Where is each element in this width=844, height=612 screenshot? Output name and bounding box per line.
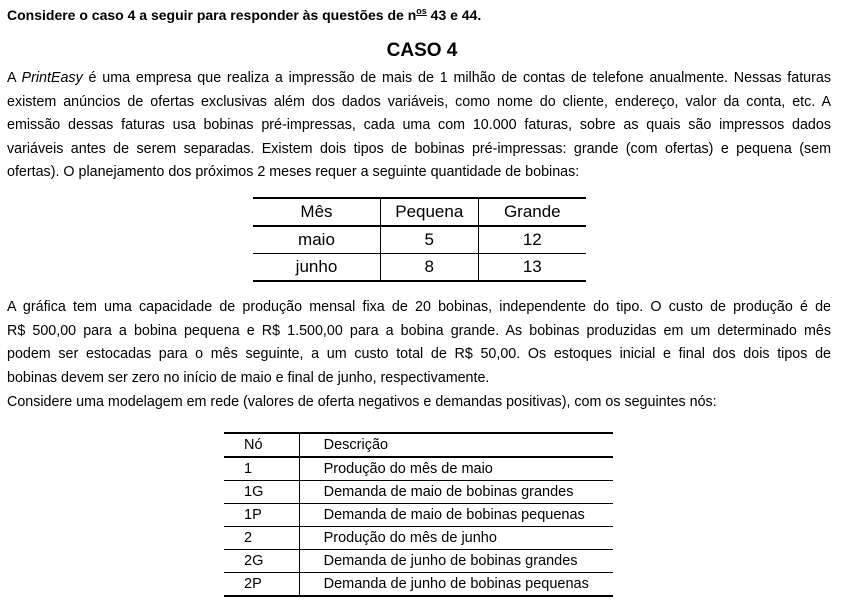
instruction-header xyxy=(7,6,481,23)
header-superscript: os xyxy=(416,6,427,16)
nodes-table xyxy=(224,432,613,597)
header-cell-node: Nó xyxy=(244,437,263,453)
paragraph-line: Considere uma modelagem em rede (valores de oferta negativos e demandas positivas), com os seguintes nós: xyxy=(7,394,717,410)
case-title: CASO 4 xyxy=(386,40,458,61)
table-cell: 2P xyxy=(244,576,262,592)
bobinas-demand-table xyxy=(253,197,586,282)
table-cell: 1G xyxy=(244,484,264,500)
table-row xyxy=(224,481,613,504)
header-text: Considere o caso 4 a seguir para responder às questões de n xyxy=(7,7,417,23)
table-cell: Demanda de junho de bobinas grandes xyxy=(299,550,613,573)
table-row xyxy=(224,527,613,550)
table-cell: Demanda de maio de bobinas grandes xyxy=(299,481,613,504)
network-model-paragraph xyxy=(7,391,831,415)
table-cell: Produção do mês de junho xyxy=(299,527,613,550)
table-cell: 2G xyxy=(244,553,264,569)
table-cell: Demanda de maio de bobinas pequenas xyxy=(299,504,613,527)
table-row xyxy=(224,550,613,573)
paragraph-line: podem ser estocadas para o mês seguinte, a um custo total de R$ 50,00. Os estoques inicial e final dos dois tipos de xyxy=(7,346,831,362)
paragraph-line: R$ 500,00 para a bobina pequena e R$ 1.500,00 para a bobina grande. As bobinas produzidas em um determinado mês xyxy=(7,322,831,339)
table-cell: Produção do mês de maio xyxy=(299,457,613,481)
table-cell: 1 xyxy=(244,461,253,477)
table-cell: 5 xyxy=(380,226,478,254)
header-cell-small: Pequena xyxy=(380,198,478,226)
table-header-row xyxy=(253,198,586,226)
table-cell: 1P xyxy=(244,507,262,523)
table-cell: 8 xyxy=(380,254,478,282)
company-name: PrintEasy xyxy=(21,70,83,86)
paragraph-line: A gráfica tem uma capacidade de produção mensal fixa de 20 bobinas, independente do tipo. O custo de produção é de xyxy=(7,299,831,315)
table-row xyxy=(253,226,586,254)
header-cell-description: Descrição xyxy=(299,433,613,457)
paragraph-line: bobinas devem ser zero no início de maio e final de junho, respectivamente. xyxy=(7,369,490,386)
header-cell-month: Mês xyxy=(300,202,333,221)
table-cell: 12 xyxy=(478,226,586,254)
paragraph-line: emissão dessas faturas usa bobinas pré-impressas, cada uma com 10.000 faturas, sobre as quais são impressos dados xyxy=(7,117,831,133)
paragraph-line xyxy=(7,67,831,91)
case-description-paragraph xyxy=(7,67,831,185)
paragraph-text: A xyxy=(7,70,22,86)
table-header-row xyxy=(224,433,613,457)
table-row xyxy=(224,504,613,527)
header-cell-large: Grande xyxy=(478,198,586,226)
paragraph-line: ofertas). O planejamento dos próximos 2 meses requer a seguinte quantidade de bobinas: xyxy=(7,164,580,180)
table-cell: maio xyxy=(298,230,335,249)
paragraph-line: existem anúncios de ofertas exclusivas além dos dados variáveis, como nome do cliente, endereço, valor da conta, etc. A xyxy=(7,93,831,110)
table-cell: Demanda de junho de bobinas pequenas xyxy=(299,573,613,597)
paragraph-line: variáveis antes de serem separadas. Existem dois tipos de bobinas pré-impressas: grande (com ofertas) e pequena (sem xyxy=(7,140,831,157)
table-row xyxy=(253,254,586,282)
header-text-end: 43 e 44. xyxy=(426,7,482,23)
production-paragraph xyxy=(7,296,831,390)
table-cell: 2 xyxy=(244,530,253,546)
table-row xyxy=(224,573,613,597)
table-cell: 13 xyxy=(478,254,586,282)
table-cell: junho xyxy=(295,257,338,276)
paragraph-text: é uma empresa que realiza a impressão de mais de 1 milhão de contas de telefone anualmente. Nessas faturas xyxy=(82,70,831,86)
table-row xyxy=(224,457,613,481)
